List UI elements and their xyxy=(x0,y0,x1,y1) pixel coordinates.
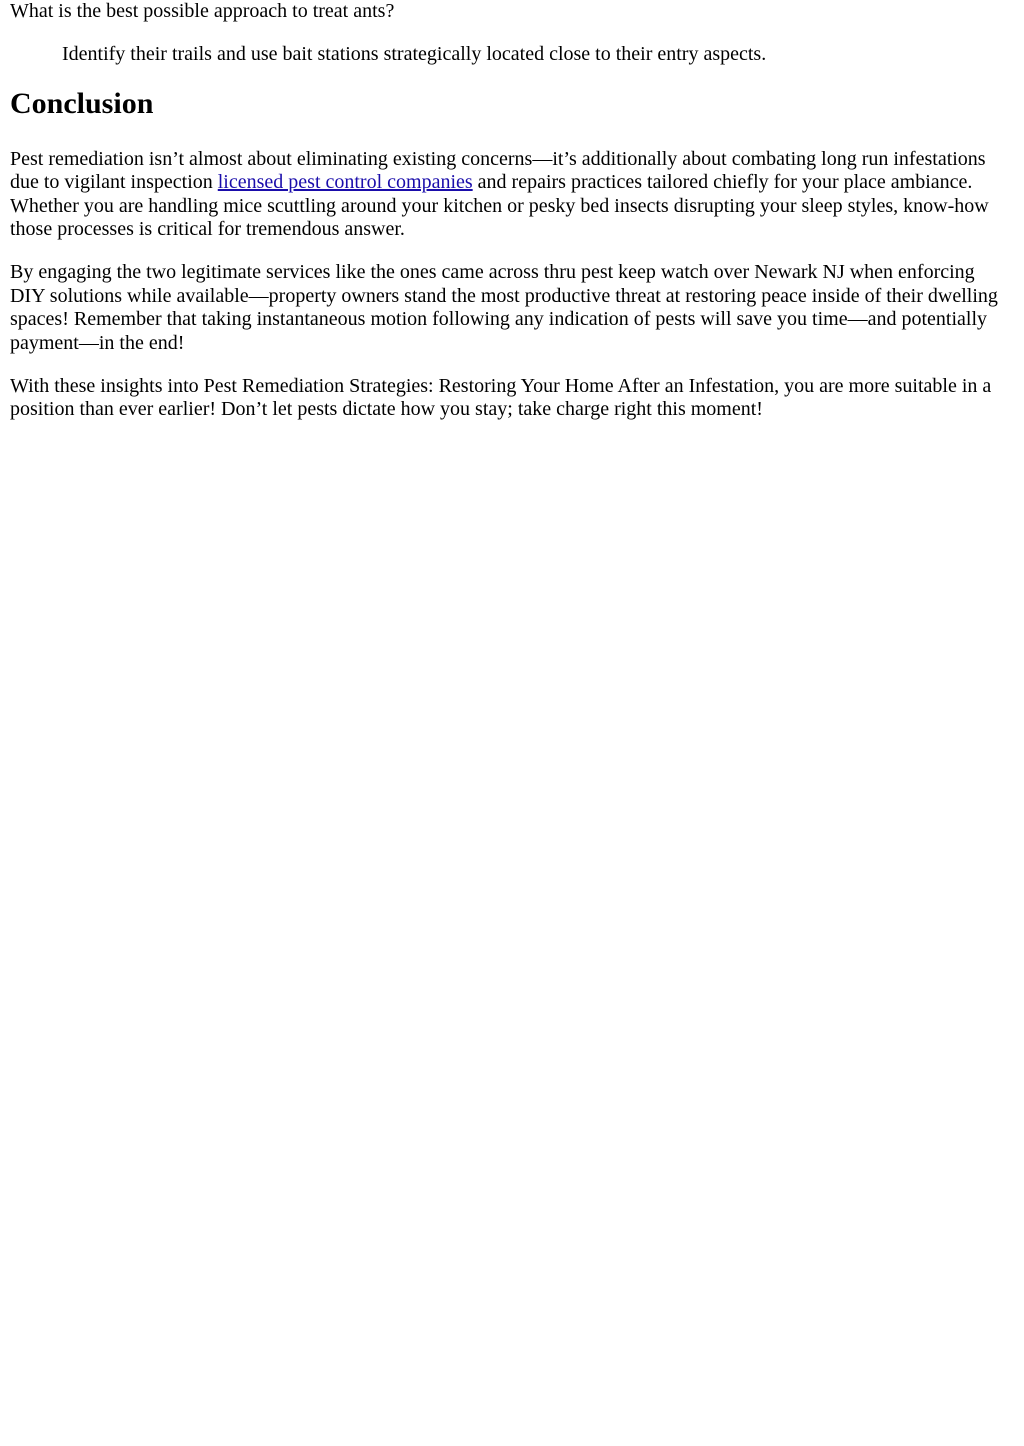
licensed-pest-control-link[interactable]: licensed pest control companies xyxy=(217,171,473,194)
conclusion-paragraph-1 xyxy=(10,148,1014,242)
paragraph-text-after-link: and repairs practices tailored chiefly for your place ambiance. Whether you are handling mice scuttling around your kitchen or pesky bed insects disrupting your sleep styles, know-how those processes is critical for tremendous answer. xyxy=(10,171,989,241)
paragraph-text-before-link: Pest remediation isn’t almost about eliminating existing concerns—it’s additionally about combating long run infestations due to vigilant inspection xyxy=(10,147,986,194)
faq-answer: Identify their trails and use bait stations strategically located close to their entry aspects. xyxy=(62,43,767,66)
article-page xyxy=(0,0,1024,422)
conclusion-paragraph-2: By engaging the two legitimate services like the ones came across thru pest keep watch over Newark NJ when enforcing DIY solutions while available—property owners stand the most productive threat at restoring peace inside of their dwelling spaces! Remember that taking instantaneous motion following any indication of pests will save you time—and potentially payment—in the end! xyxy=(10,261,998,354)
conclusion-paragraph-3: With these insights into Pest Remediation Strategies: Restoring Your Home After an Infestation, you are more suitable in a position than ever earlier! Don’t let pests dictate how you stay; take charge right this moment! xyxy=(10,375,992,421)
conclusion-heading: Conclusion xyxy=(10,86,154,120)
faq-question: What is the best possible approach to treat ants? xyxy=(10,0,395,22)
